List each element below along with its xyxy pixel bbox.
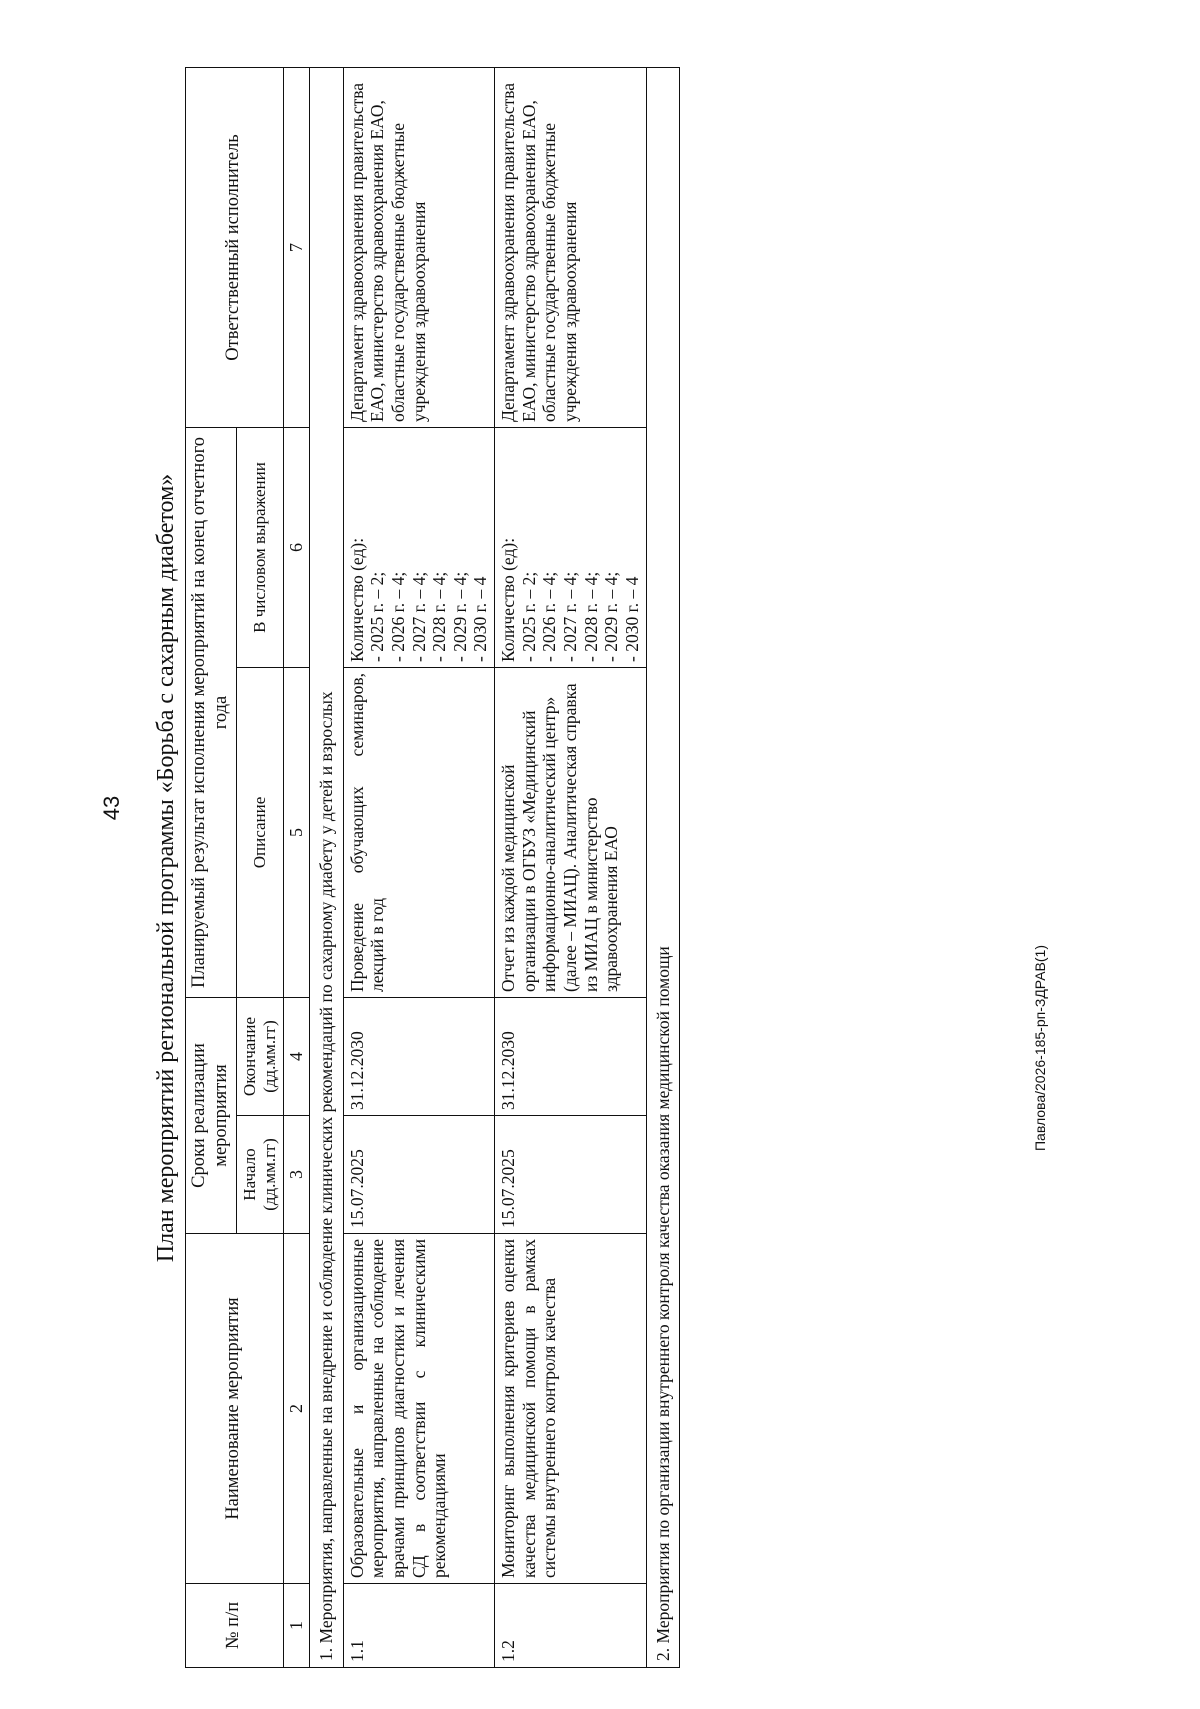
- row-end: 31.12.2030: [495, 998, 646, 1116]
- header-result-group: Планируемый результат исполнения мероприятий на конец отчетного года: [186, 428, 237, 998]
- row-num: 1.2: [495, 1584, 646, 1668]
- row-description: Проведение обучающих семинаров, лекций в год: [343, 668, 494, 998]
- section-row: [646, 68, 680, 1668]
- plan-table: [185, 67, 680, 1668]
- header-dates-group: Сроки реализации мероприятия: [186, 998, 237, 1234]
- header-name: Наименование мероприятия: [186, 1234, 284, 1584]
- quantity-line: - 2026 г. – 4;: [387, 571, 408, 662]
- page-title: План мероприятий региональной программы «Борьба с сахарным диабетом»: [153, 473, 179, 1263]
- header-start: Начало (дд.мм.гг): [236, 1116, 283, 1234]
- quantity-line: - 2030 г. – 4: [470, 576, 491, 662]
- row-start: 15.07.2025: [343, 1116, 494, 1234]
- header-num: № п/п: [186, 1584, 284, 1668]
- header-row: [186, 68, 237, 1668]
- header-end: Окончание (дд.мм.гг): [236, 998, 283, 1116]
- column-number: 3: [283, 1116, 309, 1234]
- column-number: 2: [283, 1234, 309, 1584]
- row-num: 1.1: [343, 1584, 494, 1668]
- quantity-line: - 2028 г. – 4;: [429, 571, 450, 662]
- column-number-row: [283, 68, 309, 1668]
- section-row: [309, 68, 343, 1668]
- header-description: Описание: [236, 668, 283, 998]
- row-description: Отчет из каждой медицинской организации в ОГБУЗ «Медицинский информационно-аналитический центр» (далее – МИАЦ). Аналитическая справка из МИАЦ в министерство здравоохранения ЕАО: [495, 668, 646, 998]
- section-title: 1. Мероприятия, направленные на внедрение и соблюдение клинических рекомендаций по сахарному диабету у детей и взрослых: [309, 68, 343, 1668]
- table-row: [343, 68, 494, 1668]
- rotated-page: [147, 68, 1057, 1668]
- header-responsible: Ответственный исполнитель: [186, 68, 284, 428]
- document-code: Павлова/2026-185-рп-ЗДРАВ(1): [1032, 945, 1048, 1152]
- page-number: 43: [99, 795, 124, 821]
- quantity-line: Количество (ед):: [498, 537, 519, 662]
- column-number: 6: [283, 428, 309, 668]
- quantity-line: - 2029 г. – 4;: [601, 571, 622, 662]
- column-number: 1: [283, 1584, 309, 1668]
- quantity-line: - 2028 г. – 4;: [580, 571, 601, 662]
- row-responsible: Департамент здравоохранения правительства ЕАО, министерство здравоохранения ЕАО, областные государственные бюджетные учреждения здравоохранения: [495, 68, 646, 428]
- quantity-line: - 2027 г. – 4;: [560, 571, 581, 662]
- quantity-line: - 2025 г. – 2;: [367, 571, 388, 662]
- row-end: 31.12.2030: [343, 998, 494, 1116]
- header-quantity: В числовом выражении: [236, 428, 283, 668]
- row-name: Образовательные и организационные мероприятия, направленные на соблюдение врачами принципов диагностики и лечения СД в соответствии с клиническими рекомендациями: [343, 1234, 494, 1584]
- row-quantity: [495, 428, 646, 668]
- quantity-line: - 2030 г. – 4: [621, 576, 642, 662]
- table-row: [495, 68, 646, 1668]
- row-responsible: Департамент здравоохранения правительства ЕАО, министерство здравоохранения ЕАО, областные государственные бюджетные учреждения здравоохранения: [343, 68, 494, 428]
- section-title: 2. Мероприятия по организации внутреннего контроля качества оказания медицинской помощи: [646, 68, 680, 1668]
- quantity-line: - 2026 г. – 4;: [539, 571, 560, 662]
- quantity-line: - 2029 г. – 4;: [449, 571, 470, 662]
- column-number: 4: [283, 998, 309, 1116]
- row-quantity: [343, 428, 494, 668]
- row-name: Мониторинг выполнения критериев оценки качества медицинской помощи в рамках системы внутреннего контроля качества: [495, 1234, 646, 1584]
- quantity-line: Количество (ед):: [346, 537, 367, 662]
- quantity-line: - 2025 г. – 2;: [518, 571, 539, 662]
- quantity-line: - 2027 г. – 4;: [408, 571, 429, 662]
- column-number: 5: [283, 668, 309, 998]
- column-number: 7: [283, 68, 309, 428]
- row-start: 15.07.2025: [495, 1116, 646, 1234]
